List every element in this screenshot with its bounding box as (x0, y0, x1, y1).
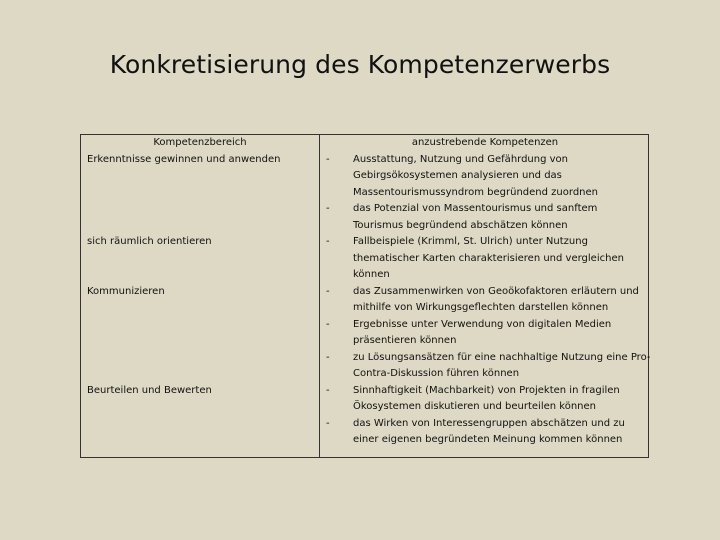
bullet-dash: - (326, 351, 330, 363)
bullet-dash: - (326, 236, 330, 247)
competence-line: mithilfe von Wirkungsgeflechten darstellen können (353, 302, 609, 313)
area-orientieren: sich räumlich orientieren (87, 236, 212, 247)
column-divider (319, 135, 320, 457)
competence-line: Massentourismussyndrom begründend zuordnen (353, 186, 598, 198)
slide-title: Konkretisierung des Kompetenzerwerbs (109, 50, 611, 79)
bullet-dash: - (326, 153, 330, 165)
bullet-dash: - (326, 417, 330, 429)
competence-line: Fallbeispiele (Krimml, St. Ulrich) unter Nutzung (353, 236, 588, 247)
competence-line: Ausstattung, Nutzung und Gefährdung von (353, 153, 569, 165)
competence-line: einer eigenen begründeten Meinung kommen können (353, 434, 623, 445)
header-target-competences: anzustrebende Kompetenzen (411, 137, 559, 148)
bullet-dash: - (326, 318, 330, 330)
competence-line: Ökosystemen diskutieren und beurteilen können (353, 401, 596, 412)
header-competence-area: Kompetenzbereich (153, 137, 247, 148)
area-erkenntnisse: Erkenntnisse gewinnen und anwenden (87, 153, 281, 165)
area-beurteilen: Beurteilen und Bewerten (87, 384, 212, 396)
area-kommunizieren: Kommunizieren (87, 285, 165, 297)
bullet-dash: - (326, 384, 330, 396)
competence-line: Tourismus begründend abschätzen können (353, 219, 568, 231)
competence-line: Sinnhaftigkeit (Machbarkeit) von Projekten in fragilen (353, 384, 620, 396)
competence-line: zu Lösungsansätzen für eine nachhaltige Nutzung eine Pro- (353, 351, 651, 363)
competence-line: Ergebnisse unter Verwendung von digitalen Medien (353, 318, 612, 330)
competence-table (80, 134, 649, 458)
competence-line: das Zusammenwirken von Geoökofaktoren erläutern und (353, 285, 639, 297)
bullet-dash: - (326, 285, 330, 297)
competence-line: können (353, 269, 390, 280)
bullet-dash: - (326, 203, 330, 214)
competence-line: Contra-Diskussion führen können (353, 368, 520, 379)
competence-line: thematischer Karten charakterisieren und vergleichen (353, 252, 624, 264)
competence-line: das Potenzial von Massentourismus und sanftem (353, 203, 598, 214)
competence-line: Gebirgsökosystemen analysieren und das (353, 170, 562, 181)
competence-line: das Wirken von Interessengruppen abschätzen und zu (353, 417, 625, 429)
competence-line: präsentieren können (353, 335, 457, 346)
